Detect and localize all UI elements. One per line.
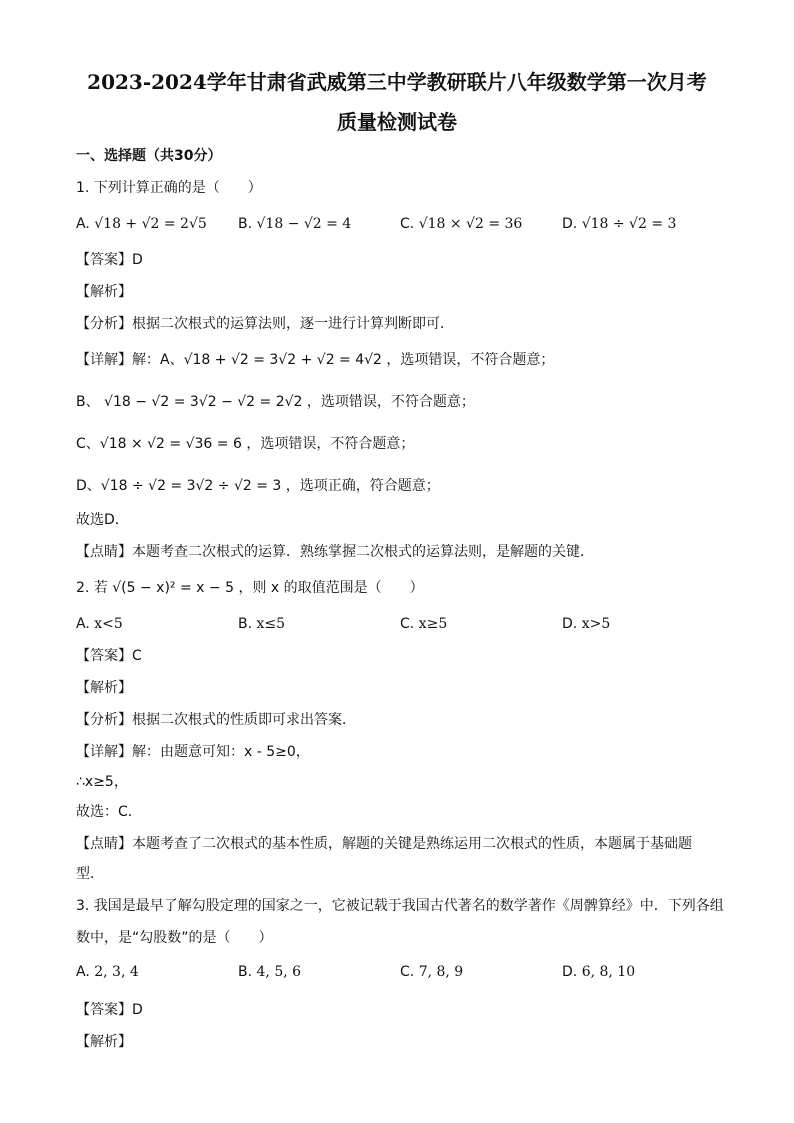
q1-comment: 【点睛】本题考查二次根式的运算．熟练掌握二次根式的运算法则，是解题的关键．: [76, 544, 594, 560]
q2-option-b-label: B.: [238, 616, 253, 632]
q1-option-b: [238, 214, 351, 234]
q2-option-c-label: C.: [400, 616, 415, 632]
q3-stem-line2: 数中，是“勾股数”的是（ ）: [76, 930, 273, 946]
q1-option-d-expr: √18 ÷ √2 = 3: [581, 216, 677, 232]
exam-title-line1: 2023-2024学年甘肃省武威第三中学教研联片八年级数学第一次月考: [87, 70, 707, 94]
q1-stem: 1. 下列计算正确的是（ ）: [76, 180, 262, 196]
q3-option-a-expr: 2, 3, 4: [94, 964, 139, 980]
q1-analysis: 【分析】根据二次根式的运算法则，逐一进行计算判断即可．: [76, 316, 454, 332]
q3-stem-line1: 3. 我国是最早了解勾股定理的国家之一，它被记载于我国古代著名的数学著作《周髀算经》中．下列各组: [76, 898, 724, 914]
q3-answer: 【答案】D: [76, 1002, 143, 1018]
q3-analysis-head: 【解析】: [76, 1034, 132, 1050]
q1-answer: 【答案】D: [76, 252, 143, 268]
q1-detail-b: B、 √18 − √2 = 3√2 − √2 = 2√2 ，选项错误，不符合题意；: [76, 394, 475, 410]
q1-analysis-head: 【解析】: [76, 284, 132, 300]
q2-comment-line2: 型．: [76, 866, 104, 882]
q1-option-b-label: B.: [238, 216, 253, 232]
q3-option-c: [400, 962, 463, 982]
q3-option-c-label: C.: [400, 964, 415, 980]
q2-analysis-head: 【解析】: [76, 680, 132, 696]
q2-option-b-expr: x≤5: [256, 616, 286, 632]
q2-comment-line1: 【点睛】本题考查了二次根式的基本性质，解题的关键是熟练运用二次根式的性质，本题属于基础题: [76, 836, 692, 852]
q1-conclusion: 故选D．: [76, 512, 129, 528]
section-heading: 一、选择题（共30分）: [76, 148, 222, 164]
q3-option-b-label: B.: [238, 964, 253, 980]
q2-stem: 2. 若 √(5 − x)² = x − 5 ，则 x 的取值范围是（ ）: [76, 580, 424, 596]
q3-option-d: [562, 962, 635, 982]
q2-option-d-label: D.: [562, 616, 578, 632]
q1-detail-c: C、√18 × √2 = √36 = 6 ，选项错误，不符合题意；: [76, 436, 415, 452]
q1-option-d: [562, 214, 676, 234]
q1-detail-a: 【详解】解：A、√18 + √2 = 3√2 + √2 = 4√2 ，选项错误，不符合题意；: [76, 352, 555, 368]
q3-option-d-expr: 6, 8, 10: [581, 964, 636, 980]
q2-option-d-expr: x>5: [581, 616, 611, 632]
q1-option-a-expr: √18 + √2 = 2√5: [94, 216, 207, 232]
exam-title-line2: 质量检测试卷: [337, 110, 457, 134]
q1-option-d-label: D.: [562, 216, 578, 232]
q2-option-c-expr: x≥5: [418, 616, 448, 632]
q2-answer: 【答案】C: [76, 648, 142, 664]
q1-option-c-label: C.: [400, 216, 415, 232]
q3-option-c-expr: 7, 8, 9: [418, 964, 464, 980]
q1-option-b-expr: √18 − √2 = 4: [256, 216, 352, 232]
q2-option-a: [76, 614, 123, 634]
q2-option-a-label: A.: [76, 616, 90, 632]
q2-option-b: [238, 614, 285, 634]
q3-option-b-expr: 4, 5, 6: [256, 964, 302, 980]
q3-option-d-label: D.: [562, 964, 578, 980]
q1-option-a: [76, 214, 207, 234]
q1-option-c: [400, 214, 522, 234]
q2-option-a-expr: x<5: [94, 616, 123, 632]
q3-option-a-label: A.: [76, 964, 90, 980]
q1-option-c-expr: √18 × √2 = 36: [418, 216, 523, 232]
q1-detail-d: D、√18 ÷ √2 = 3√2 ÷ √2 = 3 ，选项正确，符合题意；: [76, 478, 440, 494]
q3-option-b: [238, 962, 301, 982]
q3-option-a: [76, 962, 139, 982]
q2-detail: 【详解】解：由题意可知：x - 5≥0，: [76, 744, 310, 760]
q1-option-a-label: A.: [76, 216, 90, 232]
q2-option-c: [400, 614, 447, 634]
q2-therefore: ∴x≥5，: [76, 774, 128, 790]
q2-conclusion: 故选：C．: [76, 804, 142, 820]
q2-option-d: [562, 614, 610, 634]
q2-analysis: 【分析】根据二次根式的性质即可求出答案．: [76, 712, 356, 728]
